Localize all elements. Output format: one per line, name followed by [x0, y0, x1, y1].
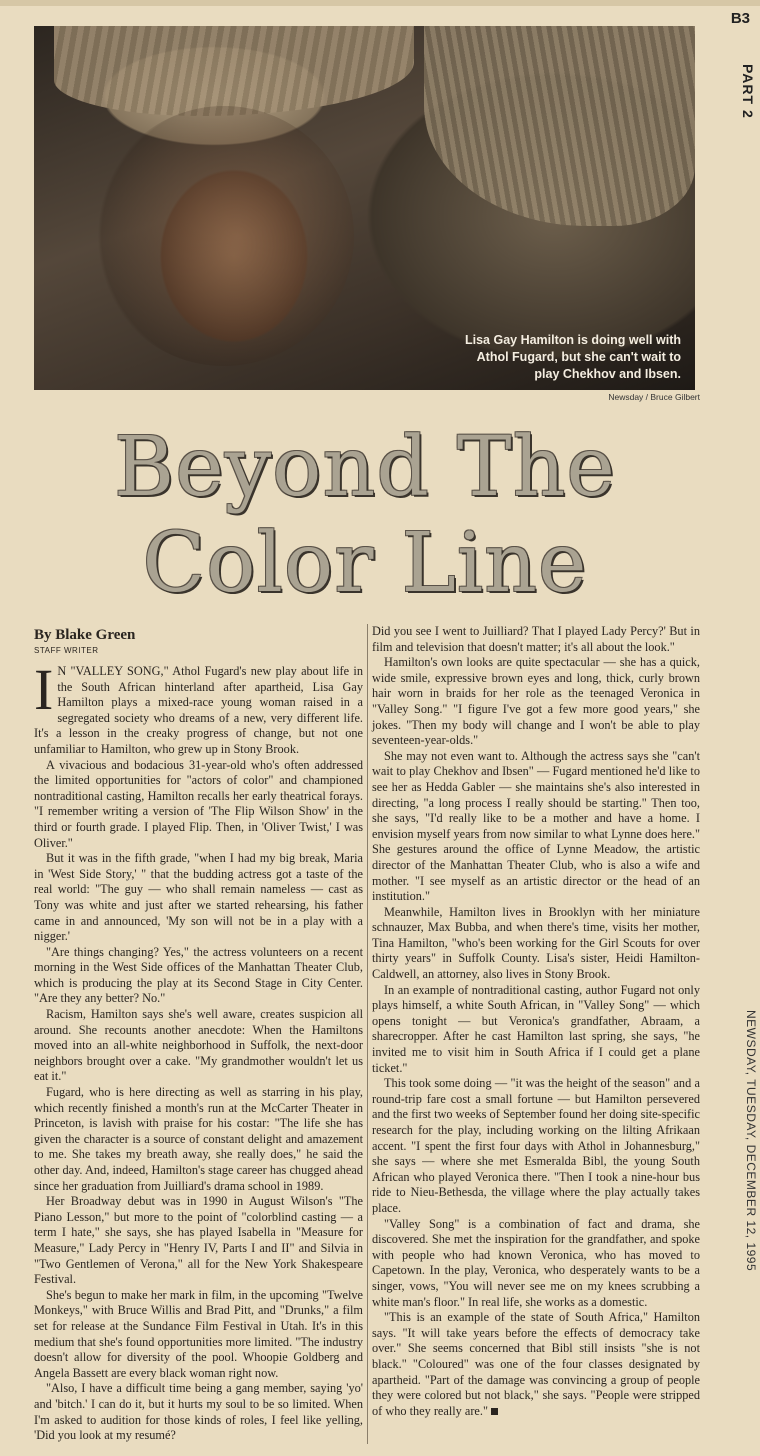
article-paragraph: Her Broadway debut was in 1990 in August Wilson's "The Piano Lesson," but more to the point of "colorblind casting — a term I hate," she says, she has played Isabella in "Measure for Measure," Lady Percy in "Henry IV, Parts I and II" and Silvia in "Two Gentlemen of Verona," all for the New York Shakespeare Festival. — [34, 1194, 363, 1287]
photo-face — [94, 106, 354, 366]
article-paragraph: She may not even want to. Although the actress says she "can't wait to play Chekhov and Ibsen" — Fugard mentioned he'd like to see her as Hedda Gabler — she maintains she's also interested in directing, "a long process I really should be starting." Then too, she says, "I'd really like to be a mother and have a home. I envision myself years from now similar to what Lynne does here." She gestures around the office of Lynne Meadow, the artistic director of the Manhattan Theater Club, who is also a wife and mother. "I see myself as an artistic director or the head of an institution." — [372, 748, 700, 904]
photo-hat-left — [54, 26, 414, 116]
article-paragraph: In an example of nontraditional casting, author Fugard not only plays himself, a white South African, in "Valley Song" — which opens tonight — but Veronica's grandfather, Abraam, a sharecropper. After he cast Hamilton last spring, she says, "he invited me to visit him in South Africa if I could get a plane ticket." — [372, 982, 700, 1075]
headline — [30, 420, 700, 612]
byline-role: STAFF WRITER — [34, 646, 99, 655]
column-divider — [367, 624, 368, 1444]
dateline: NEWSDAY, TUESDAY, DECEMBER 12, 1995 — [744, 1010, 758, 1272]
article-paragraph: Fugard, who is here directing as well as starring in his play, which recently finished a month's run at the McCarter Theater in Princeton, is lavish with praise for his costar: "The life she has given the character is a source of constant delight and amazement to me. She takes my breath away, she really does," he said the other day. And, indeed, Hamilton's stage career has chugged ahead since her graduation from Juilliard's drama school in 1989. — [34, 1085, 363, 1193]
article-paragraph: Did you see I went to Juilliard? That I played Lady Percy?' But in film and television that doesn't matter; it's all about the look." — [372, 624, 700, 654]
article-paragraph: "Also, I have a difficult time being a gang member, saying 'yo' and 'bitch.' I can do it, but it hurts my soul to be so limited. When I'm asked to audition for those kinds of roles, I feel like yelling, 'Did you look at my resumé? — [34, 1381, 363, 1443]
article-paragraph: N "VALLEY SONG," Athol Fugard's new play about life in the South African hinterland after apartheid, Lisa Gay Hamilton plays a mixed-race young woman raised in a segregated society who dreams of a new, very different life. It's a lesson in the creaky progress of change, but not one unfamiliar to Hamilton, who grew up in Stony Brook. — [34, 664, 363, 756]
byline: By Blake Green — [34, 627, 136, 643]
end-mark-icon — [491, 1408, 498, 1415]
article-column-2 — [372, 624, 700, 1419]
article-paragraph: But it was in the fifth grade, "when I had my big break, Maria in 'West Side Story,' " that the budding actress got a taste of the real world: "The guy — who shall remain nameless — cast as Tony was white and just after we started rehearsing, his father came in and announced, 'My son will not be in a play with a nigger.' — [34, 851, 363, 944]
section-label: PART 2 — [740, 64, 756, 119]
headline-line-2: Color Line — [142, 516, 588, 611]
photo-hat-right — [424, 26, 695, 226]
article-paragraph: "Valley Song" is a combination of fact and drama, she discovered. She met the inspiration for the grandfather, and spoke with people who had known Veronica, who has moved to Capetown. In the play, Veronica, who desperately wants to be a singer, vows, "You will never see me on my knees scrubbing a white man's floor." In real life, she works as a domestic. — [372, 1216, 700, 1309]
drop-cap: I — [34, 657, 54, 722]
article-paragraph: Racism, Hamilton says she's well aware, creates suspicion all around. She recounts another anecdote: When the Hamiltons moved into an all-white neighborhood in Suffolk, the next-door neighbors brought over a cake. "My grandmother wouldn't let us eat it." — [34, 1007, 363, 1084]
article-paragraph — [372, 1310, 700, 1419]
article-paragraph-text: "This is an example of the state of South Africa," Hamilton says. "It will take years before the effects of democracy take over." She seems concerned that Bibl still insists "she is not black." "Coloured" was one of the four classes designated by apartheid. "Part of the damage was convincing a group of people they were colored but not black," she says. "People were stripped of who they really are." — [372, 1310, 700, 1418]
page-number: B3 — [730, 10, 750, 27]
article-paragraph: This took some doing — "it was the height of the season" and a round-trip fare cost a small fortune — but Hamilton persevered and the first two weeks of September found her doing site-specific research for the play, including working on the lilting Afrikaan accent. "I spent the first four days with Athol in Johannesburg," she says — where she met Esmeralda Bibl, the young South African who played Veronica there. "Then I took a nine-hour bus ride to Nieu-Bethesda, the village where the play actually takes place. — [372, 1076, 700, 1215]
article-paragraph: She's begun to make her mark in film, in the upcoming "Twelve Monkeys," with Bruce Willis and Brad Pitt, and "Drunks," a film set for release at the Sundance Film Festival in Utah. It's in this medium that she's found opportunities more limited. "The industry doesn't allow for diversity of the pool. Whoopie Goldberg and Angela Bassett are every black woman right now. — [34, 1287, 363, 1380]
photo-caption: Lisa Gay Hamilton is doing well with Athol Fugard, but she can't wait to play Chekhov and Ibsen. — [464, 333, 681, 381]
page-top-edge — [0, 0, 760, 6]
article-paragraph: Meanwhile, Hamilton lives in Brooklyn with her miniature schnauzer, Max Bubba, and when there's time, visits her mother, Tina Hamilton, "who's been working for the Girl Scouts for over thirty years" in Suffolk County. Lisa's sister, Heidi Hamilton-Caldwell, an attorney, also lives in Stony Brook. — [372, 904, 700, 982]
article-paragraph: A vivacious and bodacious 31-year-old who's often addressed the limited opportunities for "actors of color" and championed nontraditional casting, Hamilton recalls her early theatrical forays. "I remember writing a version of 'The Flip Wilson Show' in the third or fourth grade. I played Flip. Then, in 'Oliver Twist,' I was Oliver." — [34, 757, 363, 850]
article-column-1 — [34, 657, 363, 1444]
feature-photo — [34, 26, 695, 390]
photo-credit: Newsday / Bruce Gilbert — [608, 392, 700, 402]
headline-line-1: Beyond The — [114, 420, 616, 515]
article-paragraph: "Are things changing? Yes," the actress volunteers on a recent morning in the West Side offices of the Manhattan Theater Club, which is producing the play at its Second Stage in City Center. "Are they any better? No." — [34, 944, 363, 1006]
article-paragraph: Hamilton's own looks are quite spectacular — she has a quick, wide smile, expressive brown eyes and long, thick, curly brown hair worn in braids for her role as the teenaged Veronica in "Valley Song." "I figure I've got a few more good years," she jokes. "Then my body will change and I won't be able to play seventeen-year-olds." — [372, 655, 700, 748]
